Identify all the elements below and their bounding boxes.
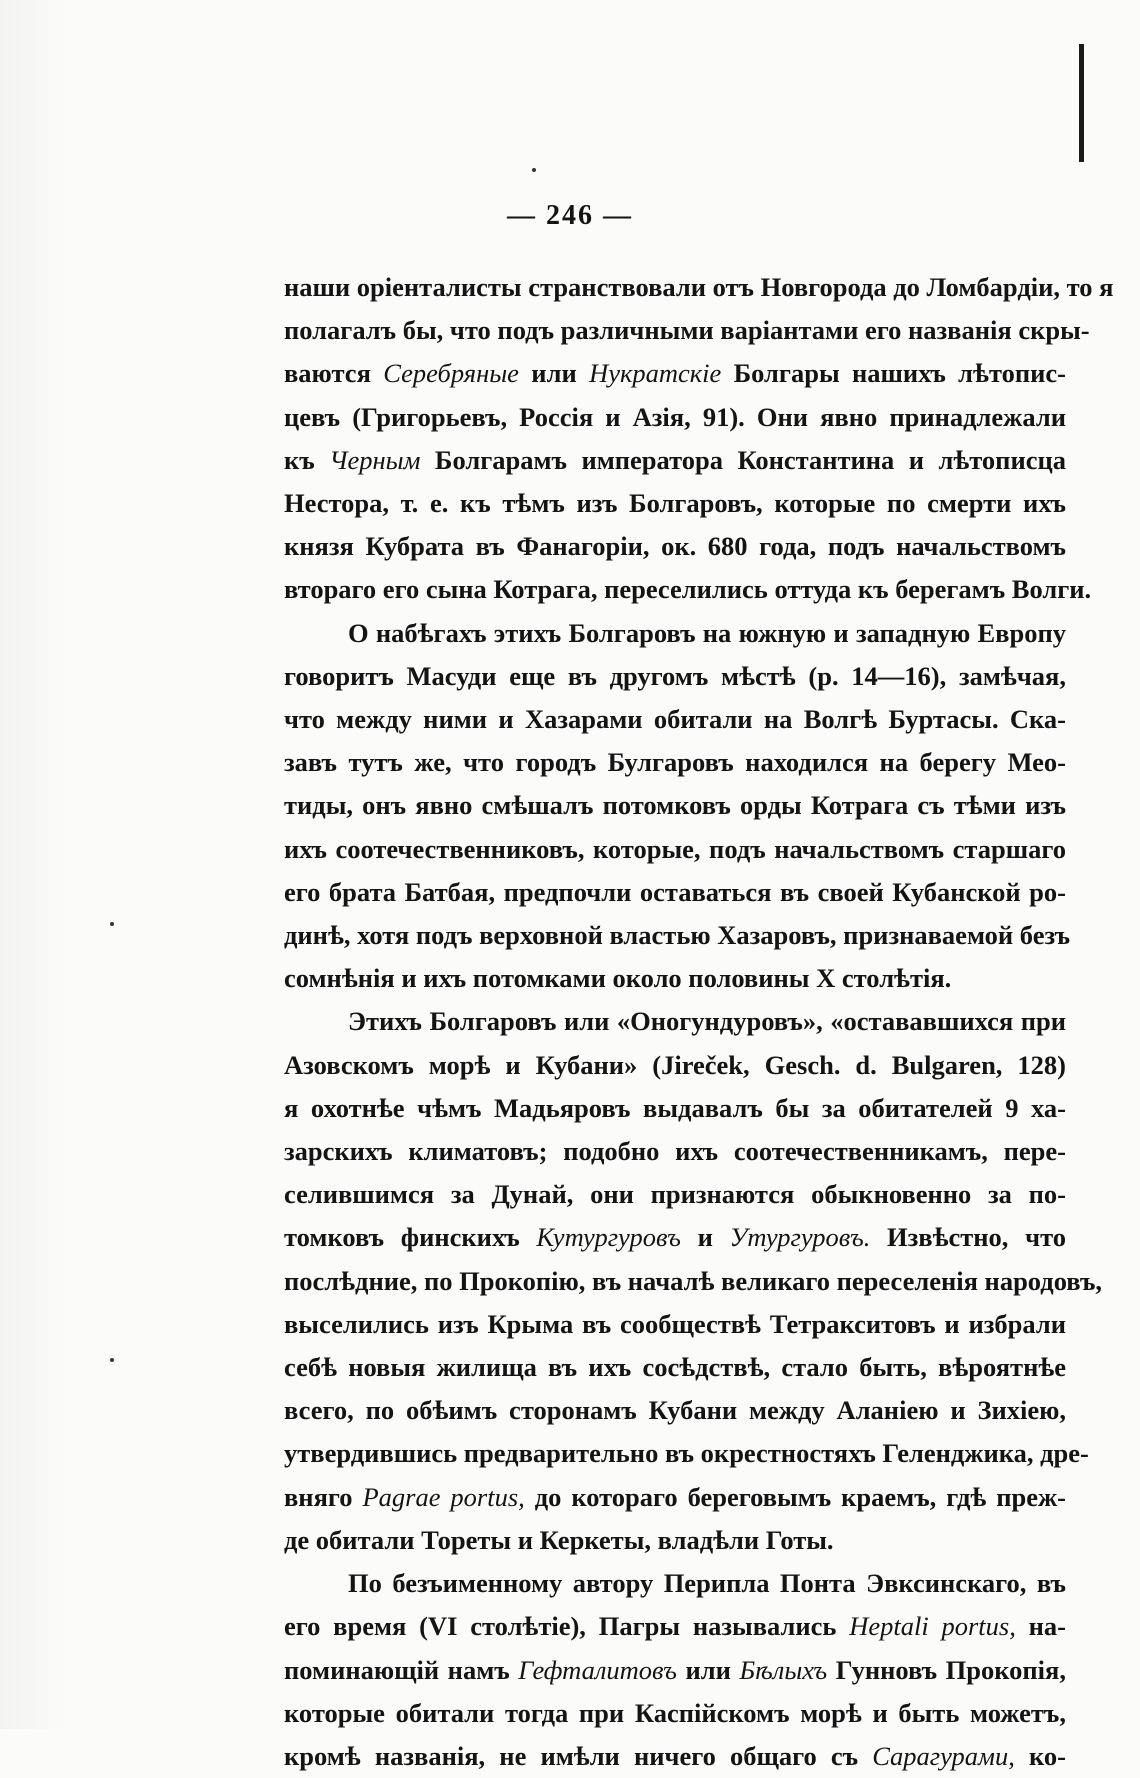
italic-term: Pagrae portus, xyxy=(362,1481,525,1512)
page-number: — 246 — xyxy=(507,200,633,231)
text-run: вняго xyxy=(284,1481,363,1512)
text-line: тиды, онъ явно смѣшалъ потомковъ орды Котрага съ тѣми изъ xyxy=(284,790,1066,821)
italic-term: Нукратскіе xyxy=(589,358,722,389)
italic-term: Черным xyxy=(329,444,421,475)
text-line xyxy=(284,1649,1066,1692)
text-run: томковъ финскихъ xyxy=(284,1222,537,1253)
text-line: говоритъ Масуди еще въ другомъ мѣстѣ (р. 14—16), замѣчая, xyxy=(284,660,1066,691)
text-line xyxy=(284,1476,1066,1519)
italic-term: Серебряные xyxy=(383,358,519,389)
text-line xyxy=(284,352,1066,395)
text-run: на- xyxy=(1015,1611,1066,1642)
text-line: зарскихъ климатовъ; подобно ихъ соотечественникамъ, пере- xyxy=(284,1136,1066,1167)
text-run: или xyxy=(676,1654,740,1685)
text-line: всего, по обѣимъ сторонамъ Кубани между Аланіею и Зихіею, xyxy=(284,1395,1066,1426)
text-line xyxy=(284,1216,1066,1259)
text-run: Гунновъ Прокопія, xyxy=(827,1654,1066,1685)
text-line: которые обитали тогда при Каспійскомъ морѣ и быть можетъ, xyxy=(284,1697,1066,1728)
italic-term: Кутургуровъ xyxy=(536,1222,681,1253)
text-line: О набѣгахъ этихъ Болгаровъ на южную и западную Европу xyxy=(348,617,1066,648)
text-line: наши оріенталисты странствовали отъ Новгорода до Ломбардіи, то я xyxy=(284,272,1114,302)
text-line: выселились изъ Крыма въ сообществѣ Тетракситовъ и избрали xyxy=(284,1308,1066,1339)
text-line: По безъименному автору Перипла Понта Эвксинскаго, въ xyxy=(348,1568,1066,1599)
italic-term: Гефталитовъ xyxy=(518,1654,677,1685)
text-run: къ xyxy=(284,444,330,475)
text-line xyxy=(284,439,1066,482)
text-line: Этихъ Болгаровъ или «Оногундуровъ», «остававшихся при xyxy=(348,1006,1066,1037)
body-text xyxy=(284,266,1114,1778)
italic-term: Утургуровъ. xyxy=(729,1222,871,1253)
text-run: и xyxy=(680,1222,730,1253)
text-line: динѣ, хотя подъ верховной властью Хазаровъ, признаваемой безъ xyxy=(284,920,1071,951)
text-run: ко- xyxy=(1014,1740,1066,1771)
binding-rule xyxy=(1079,44,1084,162)
italic-term: Бѣлыхъ xyxy=(739,1654,828,1685)
italic-term: Heptali portus, xyxy=(849,1611,1016,1642)
text-line: сомнѣнія и ихъ потомками около половины X столѣтія. xyxy=(284,963,952,994)
text-run: до котораго береговымъ краемъ, гдѣ преж- xyxy=(524,1481,1067,1512)
text-line: утвердившись предварительно въ окрестностяхъ Геленджика, дре- xyxy=(284,1438,1089,1469)
text-line xyxy=(284,1735,1066,1778)
text-line: послѣдние, по Прокопію, въ началѣ великаго переселенія народовъ, xyxy=(284,1265,1103,1296)
text-run: поминающій намъ xyxy=(284,1654,519,1685)
text-line: его брата Батбая, предпочли оставаться въ своей Кубанской ро- xyxy=(284,876,1066,907)
text-line: Нестора, т. е. къ тѣмъ изъ Болгаровъ, которые по смерти ихъ xyxy=(284,488,1066,519)
text-line xyxy=(284,1605,1066,1648)
text-run: его время (VI столѣтіе), Пагры назывались xyxy=(284,1611,850,1642)
speck xyxy=(532,168,536,172)
text-line: ихъ соотечественниковъ, которые, подъ начальствомъ старшаго xyxy=(284,833,1066,864)
text-run: Болгарамъ императора Константина и лѣтописца xyxy=(420,444,1067,475)
text-run: Болгары нашихъ лѣтопис- xyxy=(721,358,1066,389)
text-run: кромѣ названія, не имѣли ничего общаго съ xyxy=(284,1740,873,1771)
text-line: что между ними и Хазарами обитали на Волгѣ Буртасы. Ска- xyxy=(284,704,1066,735)
text-run: или xyxy=(518,358,590,389)
italic-term: Сарагурами, xyxy=(872,1740,1015,1771)
text-line: Азовскомъ морѣ и Кубани» (Jireček, Gesch. d. Bulgaren, 128) xyxy=(284,1049,1066,1080)
text-run: Извѣстно, что xyxy=(870,1222,1066,1253)
text-line: завъ тутъ же, что городъ Булгаровъ находился на берегу Мео- xyxy=(284,747,1066,778)
text-line: я охотнѣе чѣмъ Мадьяровъ выдавалъ бы за обитателей 9 ха- xyxy=(284,1092,1066,1123)
text-line: князя Кубрата въ Фанагоріи, ок. 680 года, подъ начальствомъ xyxy=(284,531,1066,562)
scan-edge xyxy=(0,0,68,1729)
text-run: ваются xyxy=(284,358,384,389)
text-line: цевъ (Григорьевъ, Россія и Азія, 91). Они явно принадлежали xyxy=(284,401,1066,432)
speck xyxy=(110,1358,114,1362)
text-line: де обитали Тореты и Керкеты, владѣли Готы. xyxy=(284,1524,834,1555)
text-line: себѣ новыя жилища въ ихъ сосѣдствѣ, стало быть, вѣроятнѣе xyxy=(284,1352,1066,1383)
text-line: селившимся за Дунай, они признаются обыкновенно за по- xyxy=(284,1179,1066,1210)
text-line: полагалъ бы, что подъ различными варіантами его названія скры- xyxy=(284,315,1090,346)
speck xyxy=(110,922,114,926)
text-line: втораго его сына Котрага, переселились оттуда къ берегамъ Волги. xyxy=(284,574,1092,605)
